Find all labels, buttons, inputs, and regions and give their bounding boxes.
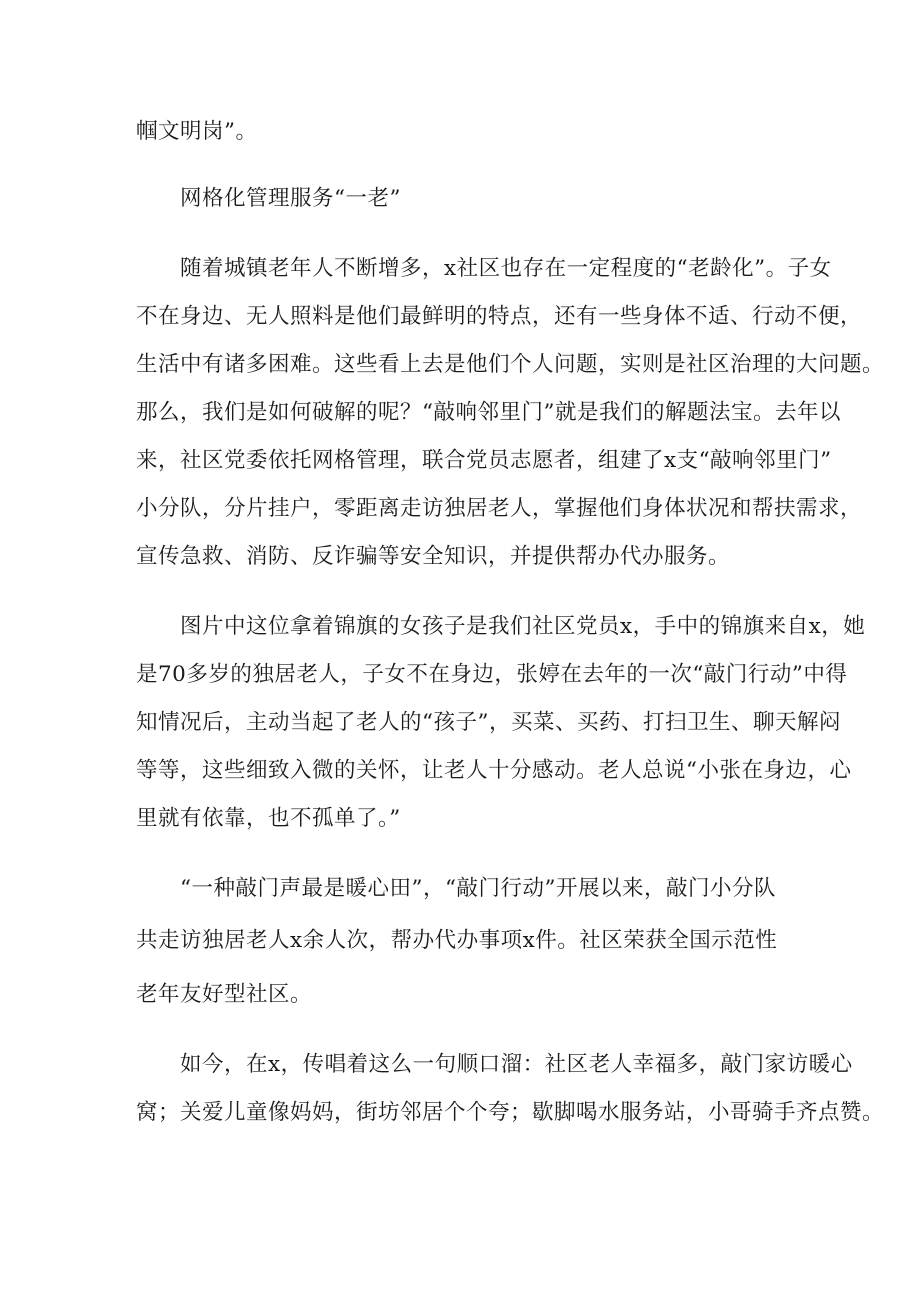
paragraph-line: 帼文明岗”。 <box>136 119 258 144</box>
paragraph-line: 知情况后，主动当起了老人的“孩子”，买菜、买药、打扫卫生、聊天解闷 <box>136 710 841 735</box>
paragraph-line: 是70多岁的独居老人，子女不在身边，张婷在去年的一次“敲门行动”中得 <box>136 662 848 687</box>
paragraph-line: 来，社区党委依托网格管理，联合党员志愿者，组建了x支“敲响邻里门” <box>136 448 832 473</box>
paragraph-line: 不在身边、无人照料是他们最鲜明的特点，还有一些身体不适、行动不便， <box>136 304 863 329</box>
paragraph-line: 随着城镇老年人不断增多，x社区也存在一定程度的“老龄化”。子女 <box>180 256 832 281</box>
paragraph-line: 如今，在x，传唱着这么一句顺口溜：社区老人幸福多，敲门家访暖心 <box>180 1052 853 1077</box>
paragraph-line: 生活中有诸多困难。这些看上去是他们个人问题，实则是社区治理的大问题。 <box>136 352 885 377</box>
paragraph-line: 窝；关爱儿童像妈妈，街坊邻居个个夸；歇脚喝水服务站，小哥骑手齐点赞。 <box>136 1100 885 1125</box>
paragraph-line: 里就有依靠，也不孤单了。” <box>136 806 401 831</box>
paragraph-line: “一种敲门声最是暖心田”，“敲门行动”开展以来，敲门小分队 <box>180 876 776 901</box>
paragraph-line: 共走访独居老人x余人次，帮办代办事项x件。社区荣获全国示范性 <box>136 928 778 953</box>
paragraph-line: 等等，这些细致入微的关怀，让老人十分感动。老人总说“小张在身边，心 <box>136 758 852 783</box>
section-heading: 网格化管理服务“一老” <box>180 186 401 211</box>
paragraph-line: 那么，我们是如何破解的呢？“敲响邻里门”就是我们的解题法宝。去年以 <box>136 400 841 425</box>
paragraph-line: 老年友好型社区。 <box>136 982 313 1007</box>
paragraph-line: 小分队，分片挂户，零距离走访独居老人，掌握他们身体状况和帮扶需求， <box>136 496 863 521</box>
paragraph-line: 图片中这位拿着锦旗的女孩子是我们社区党员x，手中的锦旗来自x，她 <box>180 614 866 639</box>
paragraph-line: 宣传急救、消防、反诈骗等安全知识，并提供帮办代办服务。 <box>136 544 731 569</box>
